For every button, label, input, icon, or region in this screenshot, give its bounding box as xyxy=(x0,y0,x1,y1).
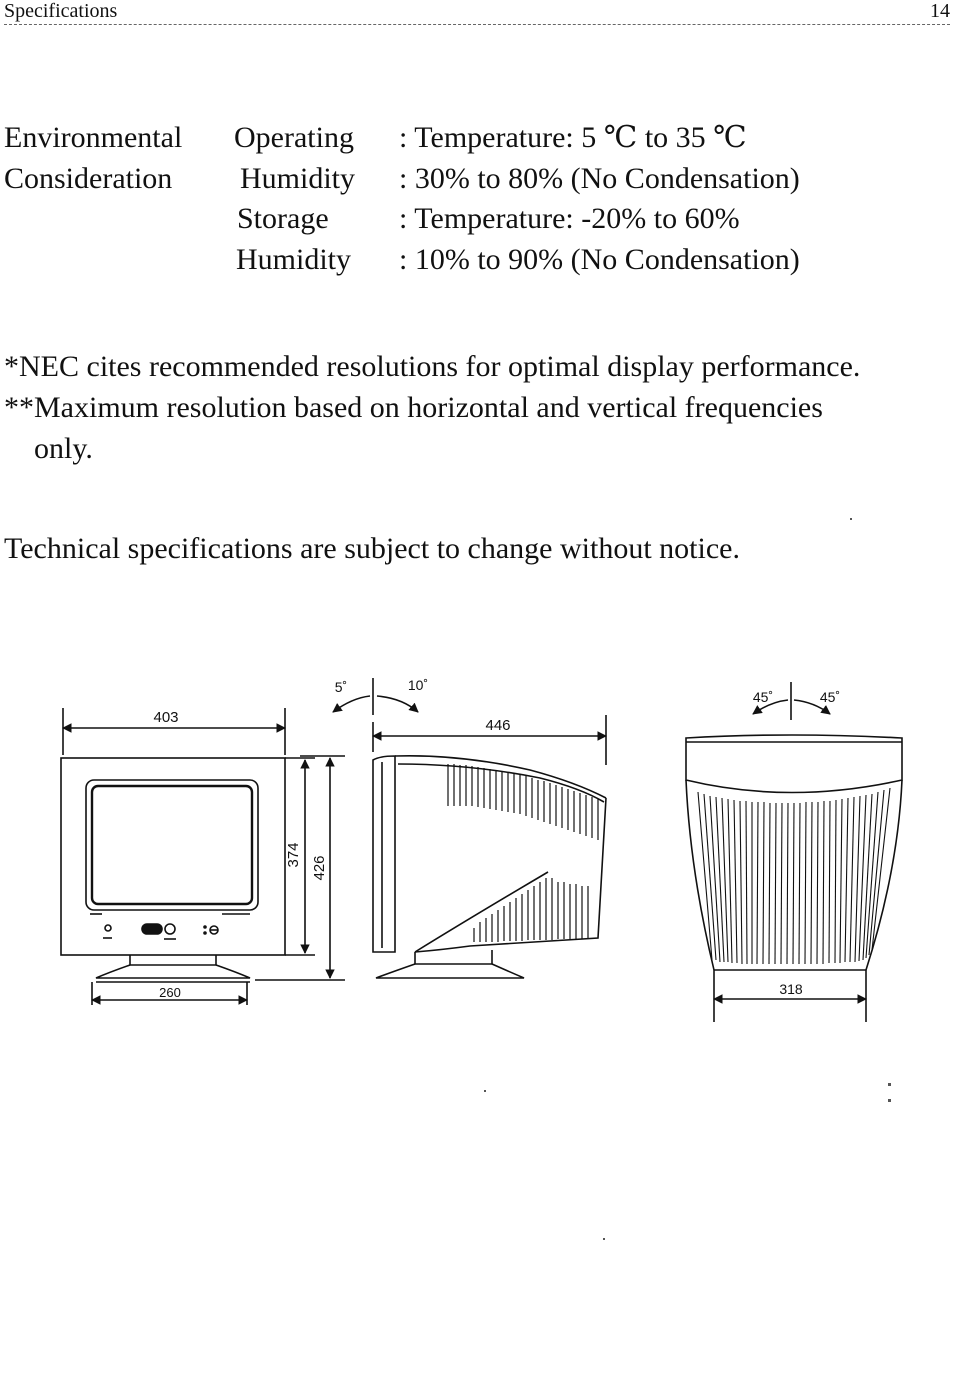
footnote-maximum-resolution-cont: only. xyxy=(34,432,93,465)
page-header xyxy=(4,0,950,26)
footnotes xyxy=(4,346,860,469)
scan-speck xyxy=(888,1083,891,1086)
front-screen-height-label: 374 xyxy=(285,842,302,868)
rear-swivel-right-label: 45˚ xyxy=(819,689,841,705)
monitor-dimension-drawings xyxy=(0,660,957,1040)
rear-view-drawing xyxy=(686,682,902,1022)
footnote-maximum-resolution: **Maximum resolution based on horizontal and vertical frequencies xyxy=(4,391,823,424)
footnote-recommended-resolution: *NEC cites recommended resolutions for optimal display performance. xyxy=(4,350,861,383)
env-value: : 30% to 80% (No Condensation) xyxy=(399,161,800,195)
env-category: Consideration xyxy=(4,161,173,195)
scan-speck xyxy=(603,1238,605,1240)
env-condition: Humidity xyxy=(236,242,352,276)
scan-speck xyxy=(850,518,852,520)
scan-speck xyxy=(484,1090,486,1092)
scan-speck xyxy=(888,1099,891,1102)
env-value: : Temperature: -20% to 60% xyxy=(399,202,740,235)
front-width-label: 403 xyxy=(153,709,179,726)
front-view-drawing xyxy=(61,708,345,1005)
side-tilt-back-label: 5˚ xyxy=(334,679,348,695)
rear-swivel-left-label: 45˚ xyxy=(752,689,774,705)
env-condition: Operating xyxy=(234,121,354,154)
disclaimer: Technical specifications are subject to change without notice. xyxy=(4,532,740,565)
side-view-drawing xyxy=(333,678,606,978)
rear-width-label: 318 xyxy=(779,981,803,997)
header-title: Specifications xyxy=(4,0,118,22)
env-value: : 10% to 90% (No Condensation) xyxy=(399,242,800,276)
header-rule xyxy=(4,24,950,25)
front-base-width-label: 260 xyxy=(159,985,181,1000)
front-total-height-label: 426 xyxy=(311,855,328,881)
env-category: Environmental xyxy=(4,121,183,154)
env-condition: Humidity xyxy=(240,161,356,195)
env-condition: Storage xyxy=(237,202,329,235)
page-number: 14 xyxy=(930,0,950,22)
side-depth-label: 446 xyxy=(485,717,511,734)
side-tilt-forward-label: 10˚ xyxy=(407,677,429,693)
env-value: : Temperature: 5 ℃ to 35 ℃ xyxy=(399,121,747,154)
